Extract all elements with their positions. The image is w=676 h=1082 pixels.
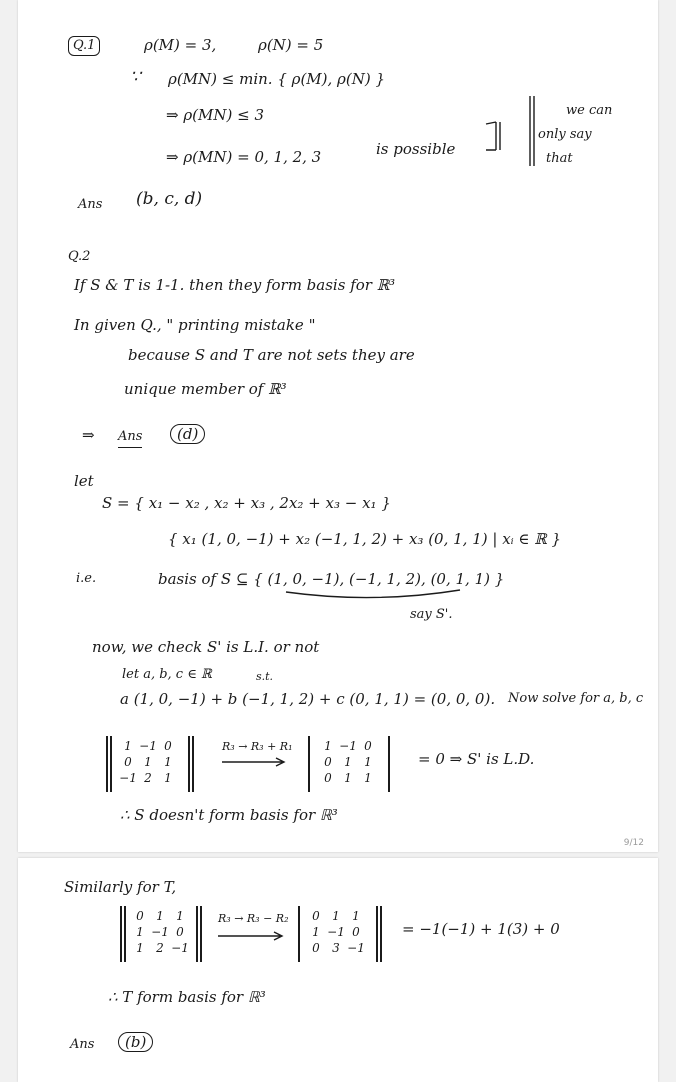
t-m1-cell: −1 (151, 925, 169, 939)
q2-answer-value: (d) (170, 424, 205, 444)
basis-underline (286, 590, 460, 598)
s-m1-cell: 0 (124, 755, 132, 769)
t-m2-cell: 3 (332, 941, 340, 955)
s-m2-cell: −1 (339, 739, 357, 753)
linear-combination-equation: a (1, 0, −1) + b (−1, 1, 2) + c (0, 1, 1) = (0, 0, 0). (120, 690, 496, 708)
t-m1-cell: −1 (171, 941, 189, 955)
q1-label: Q.1 (68, 36, 100, 56)
s-m2-cell: 1 (364, 755, 372, 769)
t-determinant-result: = −1(−1) + 1(3) + 0 (402, 920, 560, 938)
say-s-prime: say S'. (410, 607, 453, 622)
q1-rank-n: ρ(N) = 5 (258, 36, 324, 54)
q2-line-3: because S and T are not sets they are (128, 346, 415, 364)
because-symbol: ∵ (130, 67, 141, 87)
bracket-mark (486, 122, 500, 150)
t-row-op-arrow (218, 932, 282, 940)
q2-line-1: If S & T is 1-1. then they form basis for ℝ³ (74, 276, 396, 294)
s-m1-cell: 0 (164, 739, 172, 753)
page2-ink-strokes (18, 858, 658, 1082)
q1-inequality: ρ(MN) ≤ min. { ρ(M), ρ(N) } (168, 70, 386, 88)
q1-answer-label: Ans (78, 197, 103, 212)
s-m1-cell: 1 (144, 755, 152, 769)
s-m2-cell: 1 (344, 755, 352, 769)
t-m2-cell: 1 (352, 909, 360, 923)
final-answer-label: Ans (70, 1037, 95, 1052)
side-note-bar (530, 96, 534, 166)
t-m1-cell: 1 (156, 909, 164, 923)
s-m2-cell: 0 (324, 771, 332, 785)
t-m2-cell: 1 (332, 909, 340, 923)
t-m1-cell: 0 (176, 925, 184, 939)
q2-answer-arrow: ⇒ (82, 426, 95, 444)
t-m2-cell: 1 (312, 925, 320, 939)
solution-page-1 (18, 0, 658, 852)
q1-values: ⇒ ρ(MN) = 0, 1, 2, 3 (166, 148, 322, 166)
s-determinant-result: = 0 ⇒ S' is L.D. (418, 750, 535, 768)
t-m1-cell: 1 (136, 925, 144, 939)
page-number: 9/12 (623, 838, 644, 848)
t-conclusion: ∴ T form basis for ℝ³ (108, 988, 266, 1006)
side-note-line-3: that (546, 151, 573, 166)
side-note-line-2: only say (538, 127, 592, 142)
t-m2-cell: −1 (327, 925, 345, 939)
s-m2-cell: 1 (324, 739, 332, 753)
q2-answer-label: Ans (118, 428, 142, 448)
t-m2-cell: −1 (347, 941, 365, 955)
q2-line-4: unique member of ℝ³ (124, 380, 287, 398)
s-m2-cell: 0 (364, 739, 372, 753)
s-m2-cell: 0 (324, 755, 332, 769)
t-m2-cell: 0 (312, 941, 320, 955)
s-m2-cell: 1 (364, 771, 372, 785)
side-note-line-1: we can (566, 103, 613, 118)
final-answer-value: (b) (118, 1032, 153, 1052)
t-m2-cell: 0 (312, 909, 320, 923)
q1-bound: ⇒ ρ(MN) ≤ 3 (166, 106, 264, 124)
q2-label: Q.2 (68, 249, 91, 264)
t-m2-cell: 0 (352, 925, 360, 939)
similarly-label: Similarly for T, (64, 878, 177, 896)
t-m1-cell: 2 (156, 941, 164, 955)
s-conclusion: ∴ S doesn't form basis for ℝ³ (120, 806, 338, 824)
s-m2-cell: 1 (344, 771, 352, 785)
s-row-operation: R₃ → R₃ + R₁ (222, 740, 293, 753)
s-m1-cell: −1 (139, 739, 157, 753)
solution-page-2 (18, 858, 658, 1082)
s-m1-cell: 1 (164, 755, 172, 769)
ie-label: i.e. (76, 571, 97, 586)
s-definition: S = { x₁ − x₂ , x₂ + x₃ , 2x₂ + x₃ − x₁ } (102, 494, 391, 512)
such-that: s.t. (256, 670, 274, 683)
s-m1-cell: 1 (124, 739, 132, 753)
t-m1-cell: 1 (136, 941, 144, 955)
q1-possible: is possible (376, 140, 456, 158)
basis-of-s: basis of S ⊆ { (1, 0, −1), (−1, 1, 2), (0, 1, 1) } (158, 570, 505, 588)
q1-answer-value: (b, c, d) (136, 189, 203, 209)
s-m1-cell: 1 (164, 771, 172, 785)
solve-note: Now solve for a, b, c (508, 691, 644, 706)
s-m1-cell: −1 (119, 771, 137, 785)
t-m1-cell: 0 (136, 909, 144, 923)
q1-rank-m: ρ(M) = 3, (144, 36, 217, 54)
q2-line-2: In given Q., " printing mistake " (74, 316, 316, 334)
t-row-operation: R₃ → R₃ − R₂ (218, 912, 289, 925)
let-abc: let a, b, c ∈ ℝ (122, 667, 212, 682)
t-m1-cell: 1 (176, 909, 184, 923)
let-label: let (74, 472, 94, 490)
row-op-arrow (222, 758, 284, 766)
check-li-line: now, we check S' is L.I. or not (92, 638, 320, 656)
s-expansion: { x₁ (1, 0, −1) + x₂ (−1, 1, 2) + x₃ (0, 1, 1) | xᵢ ∈ ℝ } (168, 530, 562, 548)
page1-ink-strokes (18, 0, 658, 852)
s-m1-cell: 2 (144, 771, 152, 785)
